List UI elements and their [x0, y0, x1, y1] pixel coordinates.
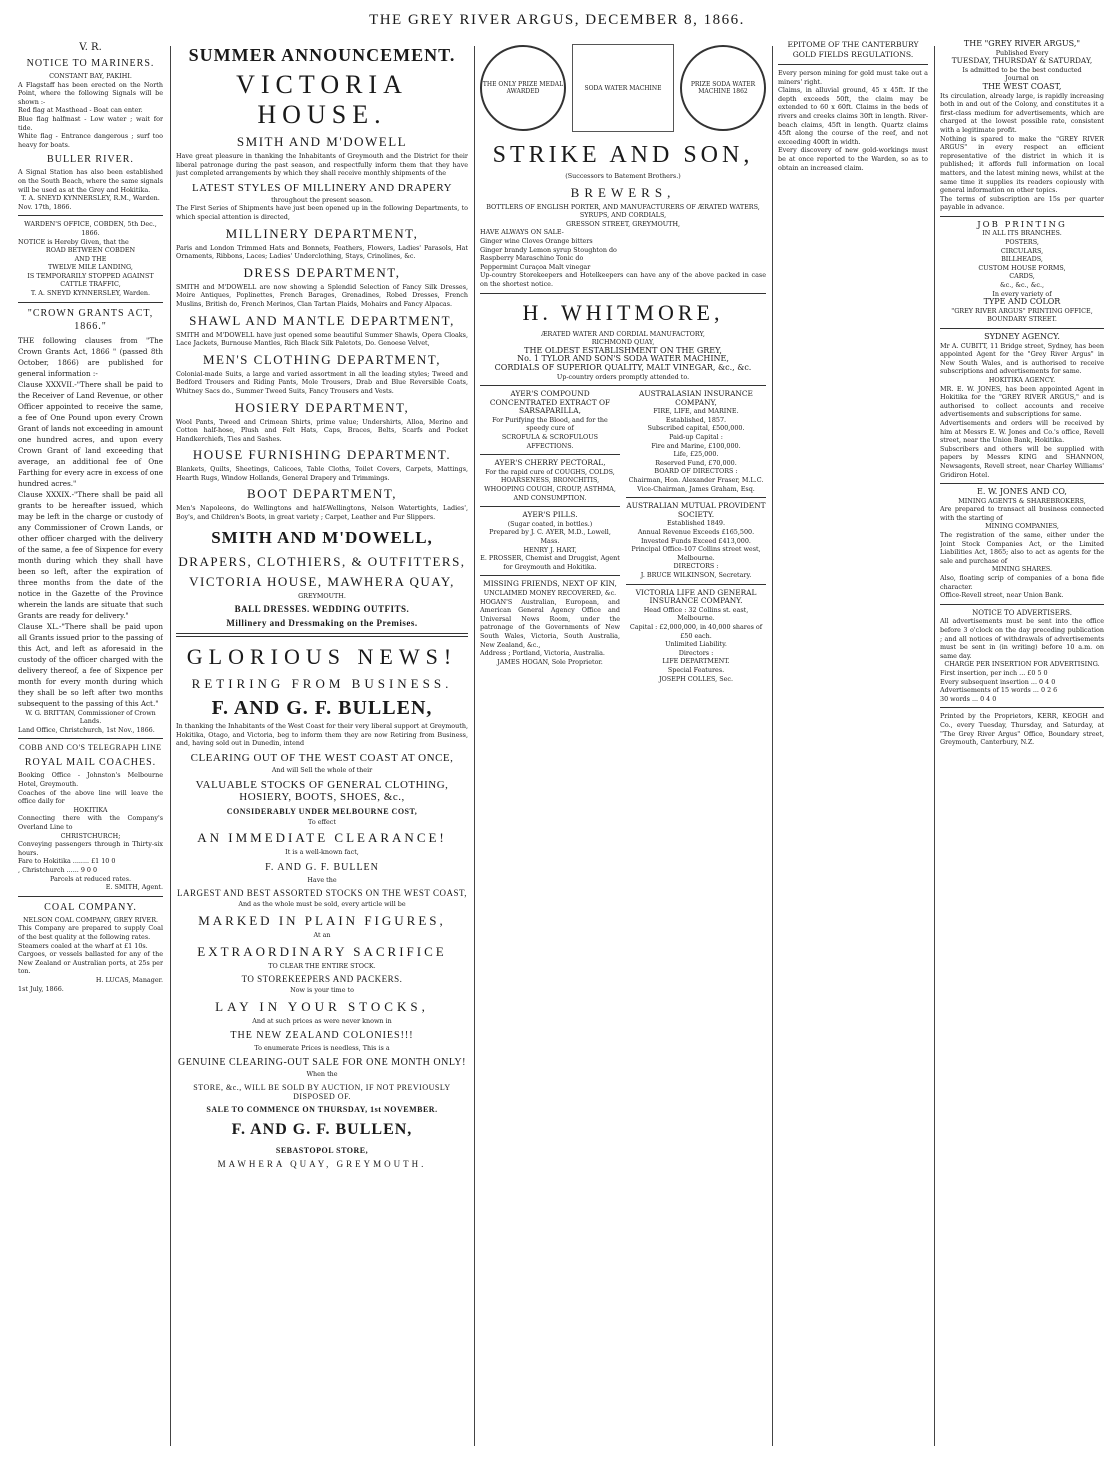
ad-subheading: MARKED IN PLAIN FIGURES,	[198, 913, 446, 928]
firm-address: MAWHERA QUAY, GREYMOUTH.	[217, 1158, 427, 1169]
ad-text: ÆRATED WATER AND CORDIAL MANUFACTORY,	[541, 329, 705, 338]
notice-subheading: BULLER RIVER.	[47, 154, 134, 166]
ad-text: Are prepared to transact all business connected with the starting of	[940, 505, 1104, 522]
ad-text: It is a well-known fact,	[285, 848, 359, 857]
ad-text: Directors :	[678, 648, 714, 657]
ad-text: Special Features.	[667, 665, 725, 674]
notice-text: THE following clauses from "The Crown Grants Act, 1866 " (passed 8th October, 1866) are published for general information :-	[18, 335, 163, 378]
ad-title: SYDNEY AGENCY.	[984, 332, 1060, 341]
ad-text: In thanking the Inhabitants of the West Coast for their very liberal support at Greymouth, Hokitika, Otago, and Victoria, beg to inform them they are now Retiring from Business, and, having sold out in Dunedin, intend	[176, 722, 468, 748]
ad-text: UNCLAIMED MONEY RECOVERED, &c.	[483, 588, 617, 597]
royal-crest: V. R.	[79, 42, 102, 53]
ad-text: This Company are prepared to supply Coal of the best quality at the following rates.	[18, 924, 163, 941]
ad-text: Parcels at reduced rates.	[49, 874, 132, 883]
notice-text: Clause XL.-"There shall be paid upon all Grants issued prior to the passing of this Act, and left as aforesaid in the custody of the officer charged with the delivery thereof, a fee of Sixpence per month for every month during which they shall be so left after two months subsequent to the passing of this Act."	[18, 621, 163, 708]
department-heading: MILLINERY DEPARTMENT,	[225, 225, 419, 241]
ad-text: At an	[313, 931, 331, 939]
ad-signature: JAMES HOGAN, Sole Proprietor.	[497, 657, 603, 666]
divider	[18, 738, 163, 739]
ad-signature: H. LUCAS, Manager.	[95, 975, 163, 984]
coal-company-ad	[18, 901, 163, 993]
ad-subheading: TO STOREKEEPERS AND PACKERS.	[241, 974, 403, 985]
ad-text: TUESDAY, THURSDAY & SATURDAY,	[951, 56, 1093, 66]
firm-name: F. AND G. F. BULLEN,	[211, 697, 433, 720]
ad-text: Principal Office-107 Collins street west, Melbourne.	[631, 545, 761, 562]
column-1	[18, 40, 163, 1450]
ad-text: Prepared by J. C. AYER, M.D., Lowell, Mass.	[489, 528, 611, 545]
column-3	[480, 40, 766, 1450]
notice-subtitle: CONSTANT BAY, PAKIHI.	[49, 72, 132, 80]
ad-text: All advertisements must be sent into the office before 3 o'clock on the day preceding publication ; and all notices of withdrawals of advertisements must be sent in (in writing) before 10 a.m. on same day.	[940, 617, 1104, 660]
ad-title: AUSTRALASIAN INSURANCE COMPANY,	[639, 389, 753, 407]
ad-headline: VICTORIA HOUSE.	[236, 70, 408, 129]
notice-office: WARDEN'S OFFICE, COBDEN, 5th Dec., 1866.	[24, 220, 157, 237]
ad-subheading: SALE TO COMMENCE ON THURSDAY, 1st NOVEMBER.	[206, 1104, 438, 1114]
ad-text: BILLHEADS,	[1001, 255, 1043, 264]
ad-text: "GREY RIVER ARGUS" PRINTING OFFICE,	[951, 306, 1093, 315]
ad-title: COAL COMPANY.	[44, 901, 137, 913]
ad-text: CHARGE PER INSERTION FOR ADVERTISING.	[944, 660, 1100, 669]
notice-text: Red flag at Masthead - Boat can enter.	[18, 106, 143, 115]
notice-signature: T. A. SNEYD KYNNERSLEY, Warden.	[30, 289, 151, 298]
firm-town: GREYMOUTH.	[298, 591, 346, 600]
ad-subheading: GENUINE CLEARING-OUT SALE FOR ONE MONTH ONLY!	[178, 1056, 466, 1068]
ad-text: RICHMOND QUAY,	[591, 338, 655, 347]
divider	[626, 497, 766, 498]
firm-name: SMITH AND M'DOWELL	[236, 134, 408, 149]
ad-subheading: BALL DRESSES. WEDDING OUTFITS.	[234, 604, 410, 615]
ad-subtitle: ROYAL MAIL COACHES.	[24, 757, 157, 769]
regulations-text: Every discovery of new gold-workings must be at once reported to the Warden, so as to obtain an increased claim.	[778, 146, 928, 172]
ad-text: SCROFULA & SCROFULOUS AFFECTIONS.	[501, 433, 599, 450]
ad-title: AUSTRALIAN MUTUAL PROVIDENT SOCIETY.	[626, 501, 766, 519]
ad-text: Address ; Portland, Victoria, Australia.	[480, 649, 605, 658]
ad-text: (Successors to Batement Brothers.)	[565, 172, 681, 180]
regulations-text: Every person mining for gold must take out a miners' right.	[778, 69, 928, 86]
column-rule	[934, 46, 935, 1446]
ad-text: To effect	[308, 817, 336, 826]
prize-medal-icon	[680, 45, 766, 131]
column-rule	[772, 46, 773, 1446]
fare-row: , Christchurch ...... 9 0 0	[18, 865, 98, 874]
column-rule	[474, 46, 475, 1446]
notice-text: TWELVE MILE LANDING,	[48, 263, 133, 272]
ad-text: Coaches of the above line will leave the office daily for	[18, 788, 163, 806]
department-text: Wool Pants, Tweed and Crimean Shirts, prime value; Undershirts, Alloa, Merino and Cotton half-hose, Plush and Felt Hats, Caps, Braces, Belts, Scarfs and Pocket Handkerchiefs, Ties and Sashes.	[176, 417, 468, 443]
product-row: Ginger wine Cloves Orange bitters	[480, 236, 593, 245]
product-row: Raspberry Maraschino Tonic do	[480, 254, 584, 263]
ad-text: Capital : £2,000,000, in 40,000 shares of £50 each.	[629, 622, 763, 640]
ad-text: No. 1 TYLOR AND SON'S SODA WATER MACHINE,	[517, 354, 729, 364]
medal-text: PRIZE SODA WATER MACHINE 1862	[690, 81, 756, 95]
ad-title: AYER'S PILLS.	[522, 510, 578, 520]
ad-text: CARDS,	[1009, 272, 1035, 281]
divider	[778, 64, 928, 65]
imprint: Printed by the Proprietors, KERR, KEOGH and Co., every Tuesday, Thursday, and Saturday, at "The Grey River Argus" Office, Boundary street, Greymouth, Canterbury, N.Z.	[940, 712, 1104, 747]
ad-text: BOARD OF DIRECTORS :	[654, 467, 738, 476]
notice-text: AND THE	[74, 254, 107, 263]
notice-date: Land Office, Christchurch, 1st Nov., 1866.	[18, 725, 155, 734]
notice-text: Clause XXXVII.-"There shall be paid to the Receiver of Land Revenue, or other Officer appointed to receive the same, a fee of One Pound upon every Crown Grant of lands not exceeding in amount one hundred acres, and upon every Crown Grant of land exceeding that average, an additional fee of One Farthing for every acre in excess of one hundred acres."	[18, 379, 163, 488]
department-text: Men's Napoleons, do Wellingtons and half-Wellingtons, Nelson Watertights, Ladies', Boy's, and Children's Boots, in great variety ; Carpet, Leather and Fur Slippers.	[176, 504, 468, 522]
ad-subheading: VALUABLE STOCKS OF GENERAL CLOTHING, HOSIERY, BOOTS, SHOES, &c.,	[195, 778, 449, 803]
ad-text: Established, 1857.	[665, 415, 727, 424]
notice-signature: W. G. BRITTAN, Commissioner of Crown Lands.	[25, 708, 156, 726]
ad-text: Vice-Chairman, James Graham, Esq.	[637, 484, 755, 493]
ad-text: Conveying passengers through in Thirty-six hours.	[18, 840, 163, 857]
ad-text: HOGAN'S Australian, European, and American General Agency Office and Universal News Room, under the patronage of the Governments of New South Wales, Victoria, South Australia, New Zealand, &c.,	[480, 597, 620, 649]
ad-text: Published Every	[995, 48, 1049, 57]
ad-text: To enumerate Prices is needless, This is a	[254, 1044, 390, 1053]
divider	[480, 575, 620, 576]
ad-text: Also, floating scrip of companies of a bona fide character.	[940, 574, 1104, 591]
divider	[940, 483, 1104, 484]
ad-text: HENRY J. HART,	[523, 545, 577, 554]
product-row: Ginger brandy Lemon syrup Stoughton do	[480, 245, 617, 254]
ayer-ads	[480, 390, 620, 666]
ad-text: IN ALL ITS BRANCHES.	[982, 229, 1062, 238]
ad-text: Now is your time to	[290, 986, 354, 995]
column-4	[778, 40, 928, 1450]
ad-subheading: RETIRING FROM BUSINESS.	[191, 676, 453, 692]
crown-grants-act	[18, 307, 163, 735]
ad-text: Advertisements and orders will be received by him at Messrs E. W. Jones and Co.'s office, Revell street, near the Union Bank, Hokitika.	[940, 418, 1104, 445]
divider	[940, 328, 1104, 329]
divider	[940, 604, 1104, 605]
insurance-ads	[626, 390, 766, 683]
ad-text: Connecting there with the Company's Overland Line to	[18, 814, 163, 831]
ad-date: 1st July, 1866.	[18, 984, 64, 993]
ad-text: THE OLDEST ESTABLISHMENT ON THE GREY,	[524, 345, 722, 355]
ad-text: Nothing is spared to make the "GREY RIVER ARGUS" in every respect an efficient representative of the district in which it is published; it affords full information on local matters, and the latest mining news, whilst at the same time it supplies its readers copiously with general information on other topics.	[940, 134, 1104, 195]
ad-text: Booking Office - Johnston's Melbourne Hotel, Greymouth.	[18, 771, 163, 789]
ad-title: AYER'S CHERRY PECTORAL,	[494, 458, 606, 468]
divider	[480, 385, 766, 386]
ad-text: And at such prices as were never known in	[252, 1016, 392, 1025]
notice-text: A Flagstaff has been erected on the North Point, where the following Signals will be shown :-	[18, 80, 163, 106]
ad-text: Paid-up Capital :	[669, 433, 723, 442]
ad-text: In every variety of	[992, 289, 1052, 298]
divider	[176, 633, 468, 637]
ad-title: VICTORIA LIFE AND GENERAL INSURANCE COMPANY.	[635, 587, 757, 606]
ad-text: Life, £25,000.	[673, 450, 719, 459]
ad-text: The registration of the same, either under the Joint Stock Companies Act, or the Limited Liabilities Act, 1865; also to act as agents for the sale and purchase of	[940, 531, 1104, 565]
ad-text: CHRISTCHURCH;	[60, 831, 121, 840]
ad-text: TYPE AND COLOR	[983, 297, 1061, 307]
page-columns	[18, 40, 1108, 1450]
ad-text: Its circulation, already large, is rapidly increasing both in and out of the Colony, and constitutes it a first-class medium for advertisements, which are charged at the lowest possible rate, consistent with a legitimate profit.	[940, 91, 1104, 134]
road-notice	[18, 220, 163, 297]
ad-subheading: EXTRAORDINARY SACRIFICE	[197, 943, 447, 959]
ad-subheading: LAY IN YOUR STOCKS,	[215, 998, 429, 1014]
ad-subheading: STORE, &c., WILL BE SOLD BY AUCTION, IF NOT PREVIOUSLY DISPOSED OF.	[193, 1082, 451, 1101]
firm-trade: DRAPERS, CLOTHIERS, & OUTFITTERS,	[178, 553, 466, 569]
firm-name: H. WHITMORE,	[522, 299, 724, 325]
ad-text: CORDIALS OF SUPERIOR QUALITY, MALT VINEGAR, &c., &c.	[494, 362, 752, 372]
notice-text: ROAD BETWEEN COBDEN	[45, 246, 136, 255]
divider	[480, 454, 620, 455]
ad-text: Steamers coaled at the wharf at £1 10s.	[18, 941, 148, 950]
notice-text: White flag - Entrance dangerous ; surf too heavy for boats.	[18, 132, 163, 149]
ad-text: For Purifying the Blood, and for the speedy cure of	[492, 415, 608, 433]
department-heading: BOOT DEPARTMENT,	[246, 486, 398, 502]
ad-text: Up-country Storekeepers and Hotelkeepers can have any of the above packed in case on the shortest notice.	[480, 271, 766, 288]
ad-text: LIFE DEPARTMENT.	[662, 657, 730, 666]
ad-text: Journal on	[1005, 74, 1039, 83]
column-rule	[170, 46, 171, 1446]
ad-text: Reserved Fund, £70,000.	[655, 458, 737, 467]
ad-text: THE WEST COAST,	[982, 81, 1062, 91]
ad-text: Established 1849.	[666, 519, 726, 528]
ad-text: throughout the present season.	[271, 195, 373, 204]
ad-text: DIRECTORS :	[673, 562, 719, 571]
notice-text: IS TEMPORARILY STOPPED AGAINST CATTLE TRAFFIC,	[27, 271, 154, 289]
masthead	[0, 0, 1114, 40]
column-5	[940, 40, 1104, 1450]
ad-text: GRESSON STREET, GREYMOUTH,	[565, 219, 681, 228]
notice-text: Blue flag halfmast - Low water ; wait for tide.	[18, 114, 163, 132]
divider	[480, 506, 620, 507]
firm-address: VICTORIA HOUSE, MAWHERA QUAY,	[189, 573, 455, 589]
ad-text: Unlimited Liability.	[665, 640, 727, 649]
rate-row: Every subsequent insertion ... 0 4 0	[940, 677, 1056, 686]
ad-text: And as the whole must be sold, every article will be	[238, 900, 406, 909]
ad-text: Cargoes, or vessels ballasted for any of the New Zealand or Australian ports, at 25s per ton.	[18, 950, 163, 976]
ad-title: COBB AND CO'S TELEGRAPH LINE	[19, 743, 162, 753]
ad-subheading: AN IMMEDIATE CLEARANCE!	[197, 830, 447, 846]
ad-subheading: BREWERS,	[570, 184, 676, 200]
notice-title: "CROWN GRANTS ACT, 1866."	[27, 307, 154, 332]
ad-text: Chairman, Hon. Alexander Fraser, M.L.C.	[628, 476, 764, 485]
ad-subheading: CONSIDERABLY UNDER MELBOURNE COST,	[226, 806, 418, 816]
divider	[18, 215, 163, 216]
masthead-title: THE GREY RIVER ARGUS, DECEMBER 8, 1866.	[369, 12, 745, 28]
ad-text: The First Series of Shipments have just been opened up in the following Departments, to which special attention is directed,	[176, 204, 468, 221]
rate-row: 30 words ... 0 4 0	[940, 694, 997, 703]
firm-name: STRIKE AND SON,	[492, 142, 754, 168]
ad-title: HOKITIKA AGENCY.	[988, 375, 1056, 384]
ad-subheading: LATEST STYLES OF MILLINERY AND DRAPERY	[191, 181, 453, 194]
department-text: Colonial-made Suits, a large and varied assortment in all the leading styles; Tweed and Bedford Trousers and Riding Pants, Mole Trousers, Drab and Blue Reversible Coats, Whitney Sacs do., Summer Tweed Suits, Fancy Trousers and Vests.	[176, 369, 468, 395]
ad-subheading: Millinery and Dressmaking on the Premises.	[226, 618, 418, 629]
divider	[940, 707, 1104, 708]
divider	[626, 584, 766, 585]
ad-text: MINING COMPANIES,	[985, 522, 1059, 531]
divider	[480, 293, 766, 294]
ad-text: The terms of subscription are 15s per quarter payable in advance.	[940, 194, 1104, 212]
ad-text: Subscribers and others will be supplied with papers by Messrs KING and SHANNON, Newsagents, Revell street, near Charley Williams' Gridiron Hotel.	[940, 444, 1104, 479]
ad-text: CUSTOM HOUSE FORMS,	[978, 263, 1066, 272]
ad-subheading: LARGEST AND BEST ASSORTED STOCKS ON THE WEST COAST,	[176, 888, 468, 899]
ad-text: Head Office : 32 Collins st. east, Melbourne.	[643, 605, 749, 623]
ad-signature: J. BRUCE WILKINSON, Secretary.	[640, 570, 752, 579]
ad-text: E. PROSSER, Chemist and Druggist, Agent for Greymouth and Hokitika.	[480, 554, 620, 571]
ad-headline: GLORIOUS NEWS!	[186, 644, 458, 670]
ad-signature: JOSEPH COLLES, Sec.	[658, 674, 733, 683]
ad-text: Up-country orders promptly attended to.	[556, 372, 690, 381]
ad-title: MISSING FRIENDS, NEXT OF KIN,	[483, 579, 617, 589]
soda-machine-icon	[572, 44, 674, 132]
ad-text: And will Sell the whole of their	[271, 766, 373, 775]
prize-medal-icon	[480, 45, 566, 131]
notice-date: Nov. 17th, 1866.	[18, 202, 72, 211]
ad-text: MR. E. W. JONES, has been appointed Agent in Hokitika for the "GREY RIVER ARGUS," and is authorised to collect accounts and receive advertisements and subscriptions for same.	[940, 384, 1104, 419]
ad-text: TO CLEAR THE ENTIRE STOCK.	[268, 961, 376, 970]
notice-title: NOTICE TO MARINERS.	[26, 58, 155, 69]
divider	[940, 216, 1104, 217]
department-heading: DRESS DEPARTMENT,	[243, 264, 401, 280]
department-heading: HOSIERY DEPARTMENT,	[234, 399, 410, 415]
ad-signature: E. SMITH, Agent.	[105, 883, 163, 892]
ad-text: FIRE, LIFE, and MARINE.	[653, 407, 739, 416]
ad-text: POSTERS,	[1005, 238, 1039, 247]
ad-text: CIRCULARS,	[1000, 246, 1044, 255]
ad-title: JOB PRINTING	[977, 219, 1067, 230]
machine-label: SODA WATER MACHINE	[584, 84, 662, 92]
ad-text: MINING AGENTS & SHAREBROKERS,	[958, 496, 1086, 505]
ad-text: (Sugar coated, in bottles.)	[507, 519, 593, 528]
ad-text: Is admitted to be the best conducted	[962, 65, 1082, 74]
rate-row: Advertisements of 15 words ... 0 2 6	[940, 686, 1058, 695]
ad-text: Office-Revell street, near Union Bank.	[940, 591, 1064, 600]
regulations-title: EPITOME OF THE CANTERBURY GOLD FIELDS REGULATIONS.	[787, 40, 919, 59]
notice-to-mariners	[18, 57, 163, 211]
firm-name: SMITH AND M'DOWELL,	[211, 527, 433, 547]
ad-title: E. W. JONES AND CO,	[977, 487, 1067, 497]
firm-name: F. AND G. F. BULLEN,	[231, 1120, 413, 1138]
department-heading: MEN'S CLOTHING DEPARTMENT,	[202, 351, 442, 367]
cobb-coaches-ad	[18, 743, 163, 891]
ad-text: BOTTLERS OF ENGLISH PORTER, AND MANUFACTURERS OF ÆRATED WATERS, SYRUPS, AND CORDIALS,	[486, 202, 760, 220]
divider	[18, 896, 163, 897]
ad-subheading: CLEARING OUT OF THE WEST COAST AT ONCE,	[190, 752, 454, 765]
ad-text: HOKITIKA	[73, 805, 108, 814]
firm-name: F. AND G. F. BULLEN	[265, 861, 379, 873]
firm-store: SEBASTOPOL STORE,	[275, 1145, 369, 1155]
product-row: Peppermint Curaçoa Malt vinegar	[480, 262, 591, 271]
divider	[18, 302, 163, 303]
notice-signature: T. A. SNEYD KYNNERSLEY, R.M., Warden.	[21, 194, 160, 203]
department-text: Paris and London Trimmed Hats and Bonnets, Feathers, Flowers, Ladies' Parasols, Hat Ornaments, Ribbons, Laces; Ladies' Underclothing, Stays, Crinolines, &c.	[176, 243, 468, 261]
ad-text: HAVE ALWAYS ON SALE-	[480, 228, 564, 237]
department-text: SMITH and M'DOWELL have just opened some beautiful Summer Shawls, Opera Cloaks, Lace Jackets, Burnouse Mantles, Rich Black Silk Paletots, Do. Genoese Velvet,	[176, 330, 468, 348]
ad-text: For the rapid cure of COUGHS, COLDS, HOARSENESS, BRONCHITIS, WHOOPING COUGH, CROUP, ASTHMA, AND CONSUMPTION.	[484, 467, 616, 502]
medal-text: THE ONLY PRIZE MEDAL AWARDED	[482, 81, 564, 95]
department-text: Blankets, Quilts, Sheetings, Calicoes, Table Cloths, Toilet Covers, Carpets, Mattings, Hearth Rugs, Window Hollands, General Drapery and Trimmings.	[176, 465, 468, 482]
department-heading: HOUSE FURNISHING DEPARTMENT.	[192, 447, 452, 463]
ad-title: SUMMER ANNOUNCEMENT.	[188, 45, 456, 65]
ad-text: &c., &c., &c.,	[999, 281, 1045, 290]
notice-text: NOTICE is Hereby Given, that the	[18, 237, 129, 246]
ad-text: Mr A. CUBITT, 11 Bridge street, Sydney, has been appointed Agent for the "Grey River Argus" in New South Wales, and is authorised to receive subscriptions and advertisements for same.	[940, 341, 1104, 376]
ad-title: NOTICE TO ADVERTISERS.	[972, 608, 1072, 617]
rate-row: First insertion, per inch ... £0 5 0	[940, 668, 1048, 677]
ad-text: Fire and Marine, £100,000.	[651, 441, 741, 450]
ad-text: Have the	[307, 875, 337, 884]
department-text: SMITH and M'DOWELL are now showing a Splendid Selection of Fancy Silk Dresses, Moire Antiques, Poplinettes, French Barages, Grenadines, Robed Dresses, French Muslins, British do, French Merinos, Clan Tartan Plaids, Mohairs and Fancy Alpacas.	[176, 282, 468, 308]
argus-title: THE "GREY RIVER ARGUS,"	[963, 40, 1081, 48]
notice-text: A Signal Station has also been established on the South Beach, where the same signals will be used as at the Grey and Hokitika.	[18, 168, 163, 194]
ad-text: Have great pleasure in thanking the Inhabitants of Greymouth and the District for their liberal patronage during the past season, and respectfully inform them that they have just completed arrangements by which they shall receive monthly shipments of the	[176, 152, 468, 178]
ad-subtitle: NELSON COAL COMPANY, GREY RIVER.	[22, 915, 159, 924]
column-2	[176, 40, 468, 1450]
ad-title: AYER'S COMPOUND CONCENTRATED EXTRACT OF SARSAPARILLA,	[489, 389, 611, 416]
ad-text: Subscribed capital, £500,000.	[647, 424, 745, 433]
ad-text: When the	[306, 1069, 338, 1078]
ad-text: Annual Revenue Exceeds £165,500. Invested Funds Exceed £413,000.	[637, 528, 755, 545]
notice-text: Clause XXXIX.-"There shall be paid all grants to be hereafter issued, which may be left in the charge or custody of any Commissioner of Crown Lands, or other officer charged with the delivery of the same, a fee of Sixpence for every month during which they shall have been so left, after the expiration of three months from the date of the notice in the Gazette of the Province wherein the lands are situate that such Grants are ready for delivery."	[18, 489, 163, 620]
ad-text: BOUNDARY STREET.	[987, 315, 1057, 324]
ad-subheading: THE NEW ZEALAND COLONIES!!!	[230, 1030, 414, 1042]
regulations-text: Claims, in alluvial ground, 45 x 45ft. If the depth exceeds 50ft, the claim may be extended to 60 x 60ft. Claims in the beds of rivers and creeks claims 30ft in length. River-beach claims, 45ft in length. Quartz claims 45ft along the course of the reef, and not exceeding 400ft in width.	[778, 86, 928, 146]
ad-text: MINING SHARES.	[991, 565, 1053, 574]
brewers-emblem	[480, 40, 766, 136]
fare-row: Fare to Hokitika ........ £1 10 0	[18, 857, 116, 866]
department-heading: SHAWL AND MANTLE DEPARTMENT,	[189, 312, 455, 328]
